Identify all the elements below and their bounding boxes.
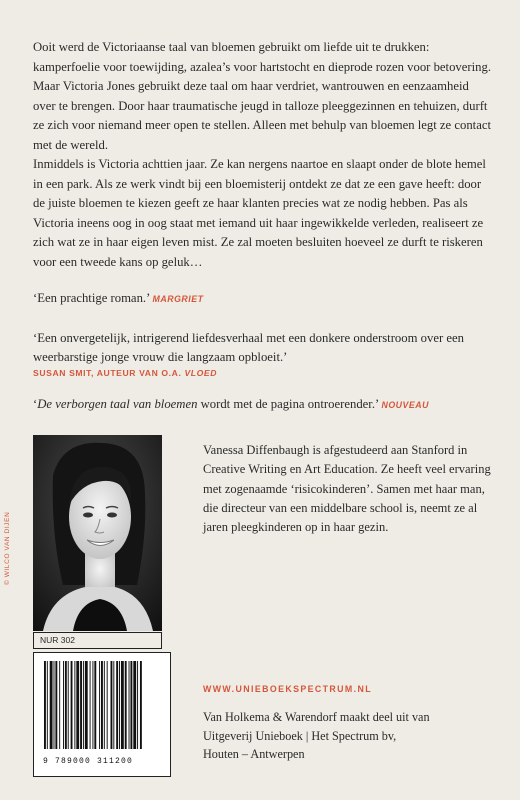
quote-source: NOUVEAU (381, 400, 429, 410)
barcode-bar (80, 661, 82, 749)
barcode-bar (83, 661, 84, 749)
barcode-bar (68, 661, 69, 749)
review-quote-nouveau (33, 395, 503, 415)
barcode-bar (140, 661, 142, 749)
quote-book-title: De verborgen taal van bloemen (37, 397, 198, 411)
publisher-line-3: Houten – Antwerpen (203, 747, 305, 761)
barcode-bar (85, 661, 88, 749)
barcode-bar (94, 661, 96, 749)
quote-source-work: VLOED (184, 368, 218, 378)
barcode-bar (129, 661, 130, 749)
nur-code: NUR 302 (33, 632, 162, 649)
review-quote-margriet (33, 289, 503, 309)
photo-credit: © WILCO VAN DIJEN (4, 511, 11, 585)
barcode-bar (99, 661, 100, 749)
barcode-bar (101, 661, 103, 749)
author-portrait-image (33, 435, 162, 631)
barcode-bar (65, 661, 67, 749)
barcode-bar (125, 661, 127, 749)
barcode-bar (47, 661, 48, 749)
quote-text: wordt met de pagina ontroerender.’ (197, 397, 379, 411)
isbn-digits: 9 789000 311200 (43, 757, 134, 766)
barcode-bar (76, 661, 79, 749)
barcode-bar (121, 661, 124, 749)
barcode-bar (59, 661, 60, 749)
quote-text: ‘Een prachtige roman.’ (33, 291, 150, 305)
barcode-bar (90, 661, 91, 749)
barcode-bar (104, 661, 105, 749)
barcode-bar (55, 661, 57, 749)
barcode-bar (92, 661, 93, 749)
barcode-bar (133, 661, 136, 749)
barcode-bar (119, 661, 120, 749)
blurb-paragraph-1: Ooit werd de Victoriaanse taal van bloemen gebruikt om liefde uit te drukken: kamperfoelie voor toewijding, azalea’s voor hartstocht en dieprode rozen voor betovering. Maar Victoria Jones gebruikt deze taal om haar verdriet, wantrouwen en eenzaamheid over te brengen. Door haar traumatische jeugd in talloze pleeggezinnen en tehuizen, durft ze zich voor niemand meer open te stellen. Alleen met behulp van bloemen legt ze contact met de wereld. (33, 40, 491, 152)
barcode-bar (54, 661, 55, 749)
barcode-bars (34, 653, 170, 755)
review-quote-susan-smit: ‘Een onvergetelijk, intrigerend liefdesverhaal met een donkere onderstroom over een weerbarstige jonge vrouw die langzaam opbloeit.’ (33, 331, 464, 364)
barcode-bar (107, 661, 108, 749)
barcode-bar (71, 661, 73, 749)
barcode-bar (116, 661, 118, 749)
author-bio: Vanessa Diffenbaugh is afgestudeerd aan Stanford in Creative Writing en Art Education. Ze heeft veel ervaring met zogenaamde ‘risicokinderen’. Samen met haar man, die directeur van een middelbare school is, neemt ze al jaren pleegkinderen op in haar gezin. (203, 443, 491, 535)
barcode-bar (44, 661, 46, 749)
barcode-bar (74, 661, 75, 749)
barcode-bar (137, 661, 138, 749)
barcode-bar (113, 661, 114, 749)
author-photo (33, 435, 162, 631)
quote-source: MARGRIET (152, 294, 204, 304)
publisher-line-1: Van Holkema & Warendorf maakt deel uit van (203, 710, 430, 724)
blurb-paragraph-2: Inmiddels is Victoria achttien jaar. Ze kan nergens naartoe en slaapt onder de blote hemel in een park. Als ze werk vindt bij een bloemisterij ontdekt ze dat ze een gave heeft: door de juiste bloemen te kiezen geeft ze haar klanten precies wat ze nodig hebben. Pas als Victoria ineens oog in oog staat met iemand uit haar ingewikkelde verleden, realiseert ze zich wat ze in haar eigen leven mist. Ze zal moeten besluiten hoeveel ze durft te riskeren voor een tweede kans op geluk… (33, 157, 486, 269)
barcode-bar (63, 661, 64, 749)
barcode-bar (111, 661, 113, 749)
publisher-line-2: Uitgeverij Unieboek | Het Spectrum bv, (203, 728, 397, 743)
barcode-bar (130, 661, 132, 749)
quote-source-name: SUSAN SMIT, AUTEUR VAN O.A. (33, 368, 185, 378)
publisher-info (203, 708, 503, 764)
isbn-barcode (33, 652, 171, 777)
barcode-bar (50, 661, 53, 749)
quote-source-susan-smit (33, 368, 217, 378)
publisher-website: WWW.UNIEBOEKSPECTRUM.NL (203, 684, 373, 694)
quote-open-mark: ‘ (33, 397, 38, 411)
